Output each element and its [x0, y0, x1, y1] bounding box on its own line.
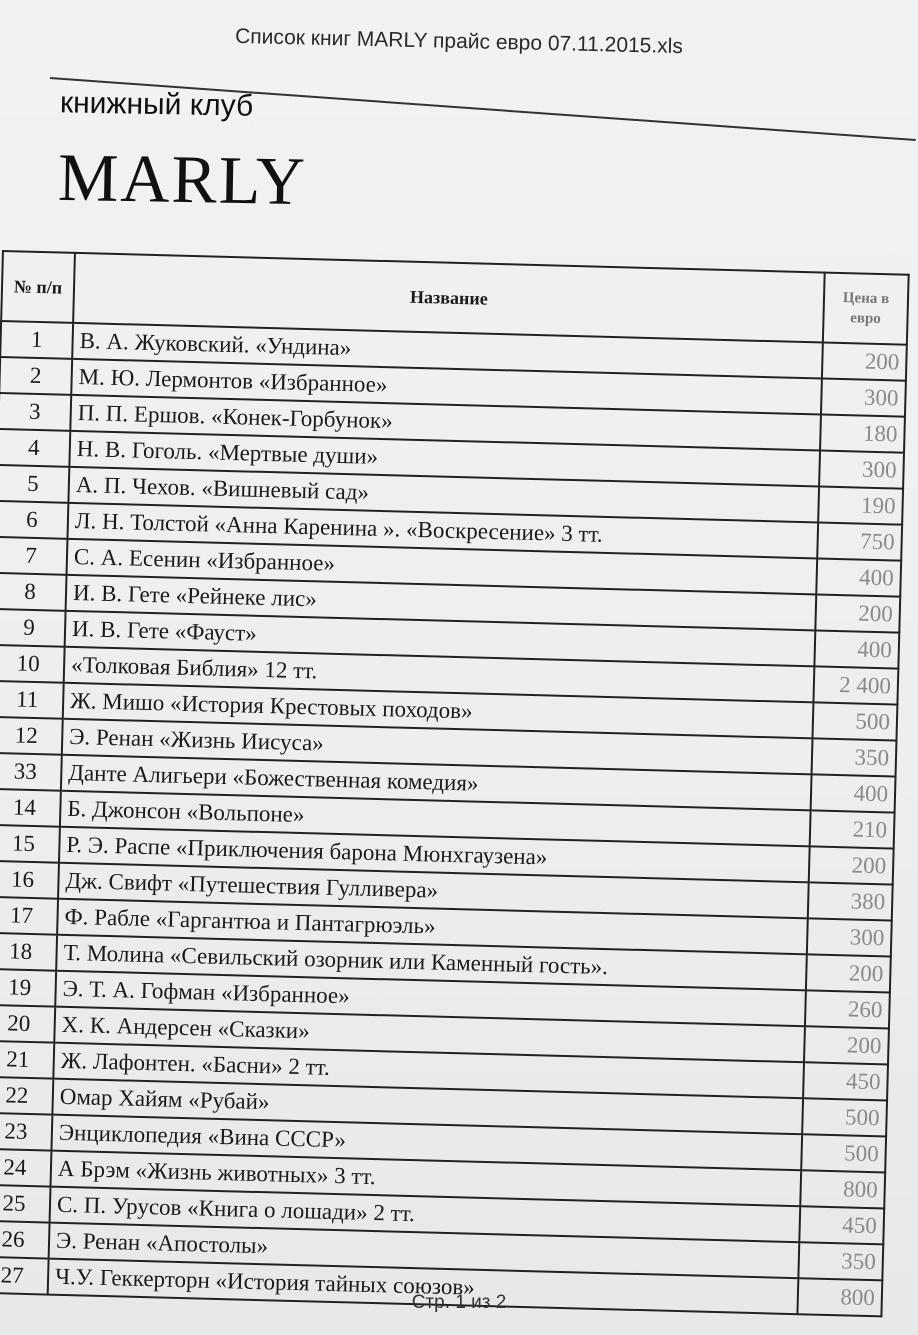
row-title: М. Ю. Лермонтов «Избранное» — [71, 359, 822, 415]
row-title: Дж. Свифт «Путешествия Гулливера» — [58, 863, 809, 919]
row-title: Данте Алигьери «Божественная комедия» — [61, 755, 812, 811]
row-title: В. А. Жуковский. «Ундина» — [72, 323, 823, 379]
row-price: 300 — [819, 450, 904, 488]
row-title: С. П. Урусов «Книга о лошади» 2 тт. — [50, 1187, 801, 1243]
row-price: 300 — [807, 918, 892, 956]
row-number: 3 — [0, 393, 71, 431]
row-number: 15 — [0, 825, 60, 863]
row-number: 22 — [0, 1077, 53, 1115]
row-number: 16 — [0, 861, 59, 899]
row-price: 400 — [814, 630, 899, 668]
row-number: 21 — [0, 1041, 54, 1079]
row-price: 750 — [817, 522, 902, 560]
row-price: 400 — [811, 774, 896, 812]
row-title: И. В. Гете «Фауст» — [65, 611, 816, 667]
row-price: 400 — [816, 558, 901, 596]
row-number: 10 — [0, 645, 65, 683]
row-title: А. П. Чехов. «Вишневый сад» — [68, 467, 819, 523]
row-number: 1 — [0, 321, 73, 359]
row-number: 18 — [0, 933, 57, 971]
row-title: Э. Т. А. Гофман «Избранное» — [55, 971, 806, 1027]
row-title: Э. Ренан «Апостолы» — [49, 1223, 800, 1279]
row-number: 33 — [0, 753, 62, 791]
row-price: 500 — [802, 1098, 887, 1136]
row-number: 5 — [0, 465, 69, 503]
row-number: 2 — [0, 357, 72, 395]
row-title: Э. Ренан «Жизнь Иисуса» — [62, 719, 813, 775]
row-number: 12 — [0, 717, 63, 755]
row-price: 800 — [797, 1278, 882, 1316]
row-number: 24 — [0, 1149, 51, 1187]
row-price: 200 — [822, 343, 907, 381]
row-price: 210 — [810, 810, 895, 848]
row-title: И. В. Гете «Рейнеке лис» — [66, 575, 817, 631]
row-title: «Толковая Библия» 12 тт. — [64, 647, 815, 703]
row-number: 4 — [0, 429, 70, 467]
brand-title: MARLY — [57, 138, 308, 220]
row-number: 7 — [0, 537, 67, 575]
row-title: Н. В. Гоголь. «Мертвые души» — [69, 431, 820, 487]
row-title: Ж. Мишо «История Крестовых походов» — [63, 683, 814, 739]
row-number: 8 — [0, 573, 67, 611]
row-number: 23 — [0, 1113, 52, 1151]
price-table — [0, 250, 910, 1317]
row-title: Энциклопедия «Вина СССР» — [51, 1115, 802, 1171]
row-number: 20 — [0, 1005, 55, 1043]
row-number: 27 — [0, 1257, 49, 1295]
row-price: 800 — [800, 1170, 885, 1208]
row-price: 190 — [818, 486, 903, 524]
row-price: 200 — [804, 1026, 889, 1064]
row-title: Ч.У. Геккерторн «История тайных союзов» — [48, 1259, 799, 1315]
row-price: 450 — [799, 1206, 884, 1244]
row-title: С. А. Есенин «Избранное» — [67, 539, 818, 595]
club-label: книжный клуб — [59, 86, 254, 123]
row-number: 26 — [0, 1221, 50, 1259]
header-title: Название — [73, 253, 825, 343]
row-number: 14 — [0, 789, 61, 827]
row-title: Л. Н. Толстой «Анна Каренина ». «Воскресение» 3 тт. — [67, 503, 818, 559]
row-price: 200 — [815, 594, 900, 632]
header-num: № п/п — [1, 251, 75, 323]
row-price: 350 — [798, 1242, 883, 1280]
row-title: А Брэм «Жизнь животных» 3 тт. — [50, 1151, 801, 1207]
row-price: 200 — [806, 954, 891, 992]
row-number: 6 — [0, 501, 68, 539]
row-price: 380 — [808, 882, 893, 920]
row-price: 180 — [820, 414, 905, 452]
row-title: Б. Джонсон «Вольпоне» — [60, 791, 811, 847]
row-title: Р. Э. Распе «Приключения барона Мюнхгаузена» — [59, 827, 810, 883]
row-number: 9 — [0, 609, 66, 647]
row-price: 350 — [812, 738, 897, 776]
row-price: 2 400 — [813, 666, 898, 704]
row-price: 450 — [803, 1062, 888, 1100]
row-price: 260 — [805, 990, 890, 1028]
row-price: 500 — [801, 1134, 886, 1172]
row-price: 200 — [809, 846, 894, 884]
row-number: 25 — [0, 1185, 50, 1223]
row-number: 19 — [0, 969, 56, 1007]
row-price: 500 — [812, 702, 897, 740]
row-price: 300 — [821, 379, 906, 417]
table-body — [0, 321, 907, 1316]
file-header: Список книг MARLY прайс евро 07.11.2015.xls — [234, 24, 684, 59]
row-title: Ж. Лафонтен. «Басни» 2 тт. — [53, 1043, 804, 1099]
row-title: Ф. Рабле «Гаргантюа и Пантагрюэль» — [57, 899, 808, 955]
row-number: 11 — [0, 681, 64, 719]
row-title: П. П. Ершов. «Конек-Горбунок» — [70, 395, 821, 451]
page-footer: Стр. 1 из 2 — [411, 1292, 507, 1313]
row-title: Омар Хайям «Рубай» — [52, 1079, 803, 1135]
row-title: Х. К. Андерсен «Сказки» — [54, 1007, 805, 1063]
row-number: 17 — [0, 897, 58, 935]
row-title: Т. Молина «Севильский озорник или Каменный гость». — [56, 935, 807, 991]
header-price: Цена в евро — [823, 273, 909, 345]
